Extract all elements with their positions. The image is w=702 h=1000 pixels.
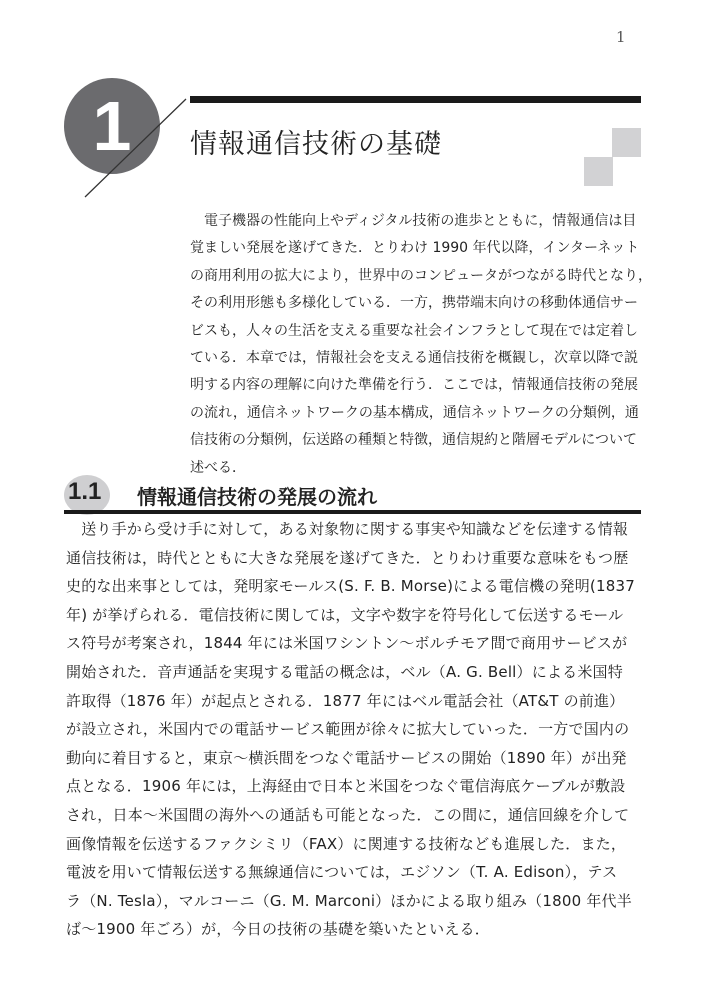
- intro-line: ている．本章では，情報社会を支える通信技術を概観し，次章以降で説: [190, 350, 638, 367]
- section-body: [66, 515, 656, 944]
- body-line: 通信技術は，時代とともに大きな発展を遂げてきた．とりわけ重要な意味をもつ歴: [66, 548, 629, 567]
- section-rule: [64, 510, 641, 514]
- chapter-top-rule: [190, 96, 641, 103]
- page-number: 1: [616, 28, 626, 46]
- intro-line: 明する内容の理解に向けた準備を行う．ここでは，情報通信技術の発展: [190, 377, 638, 394]
- body-line: ば～1900 年ごろ）が，今日の技術の基礎を築いたといえる．: [66, 920, 490, 939]
- decorative-square: [584, 157, 613, 186]
- decorative-square: [612, 128, 641, 157]
- body-line: され，日本～米国間の海外への通話も可能となった．この間に，通信回線を介して: [66, 805, 630, 824]
- chapter-number-badge: 1: [64, 78, 160, 174]
- intro-line: その利用形態も多様化している．一方，携帯端末向けの移動体通信サー: [190, 295, 638, 312]
- chapter-title: 情報通信技術の基礎: [190, 129, 442, 160]
- body-line: 年) が挙げられる．電信技術に関しては，文字や数字を符号化して伝送するモール: [66, 605, 624, 624]
- body-line: 送り手から受け手に対して，ある対象物に関する事実や知識などを伝達する情報: [66, 520, 629, 538]
- body-line: 許取得（1876 年）が起点とされる．1877 年にはベル電話会社（AT&T の前進）: [66, 691, 625, 710]
- body-line: 画像情報を伝送するファクシミリ（FAX）に関連する技術なども進展した．また，: [66, 834, 627, 853]
- body-line: が設立され，米国内での電話サービス範囲が徐々に拡大していった．一方で国内の: [66, 720, 630, 739]
- intro-line: 覚ましい発展を遂げてきた．とりわけ 1990 年代以降，インターネット: [190, 240, 640, 257]
- intro-line: の商用利用の拡大により，世界中のコンピュータがつながる時代となり，: [190, 267, 652, 284]
- body-line: 開始された．音声通話を実現する電話の概念は，ベル（A. G. Bell）による米国特: [66, 662, 623, 681]
- body-line: 史的な出来事としては，発明家モールス(S. F. B. Morse)による電信機の発明(1837: [66, 577, 635, 596]
- intro-line: 信技術の分類例，伝送路の種類と特徴，通信規約と階層モデルについて: [190, 432, 638, 449]
- section-number: 1.1: [68, 478, 102, 505]
- intro-line: 述べる．: [190, 459, 246, 476]
- intro-line: ビスも，人々の生活を支える重要な社会インフラとして現在では定着し: [190, 322, 638, 339]
- body-line: 動向に着目すると，東京～横浜間をつなぐ電話サービスの開始（1890 年）が出発: [66, 748, 627, 767]
- intro-line: の流れ，通信ネットワークの基本構成，通信ネットワークの分類例，通: [190, 404, 639, 421]
- chapter-intro: [190, 208, 650, 482]
- body-line: 電波を用いて情報伝送する無線通信については，エジソン（T. A. Edison），テス: [66, 863, 618, 882]
- chapter-diagonal-line: [0, 0, 702, 220]
- body-line: ラ（N. Tesla），マルコーニ（G. M. Marconi）ほかによる取り組み（1800 年代半: [66, 891, 632, 910]
- intro-line: 電子機器の性能向上やディジタル技術の進歩とともに，情報通信は目: [190, 213, 637, 229]
- section-title: 情報通信技術の発展の流れ: [137, 485, 377, 509]
- body-line: 点となる．1906 年には，上海経由で日本と米国をつなぐ電信海底ケーブルが敷設: [66, 777, 626, 796]
- body-line: ス符号が考案され，1844 年には米国ワシントン～ボルチモア間で商用サービスが: [66, 634, 628, 653]
